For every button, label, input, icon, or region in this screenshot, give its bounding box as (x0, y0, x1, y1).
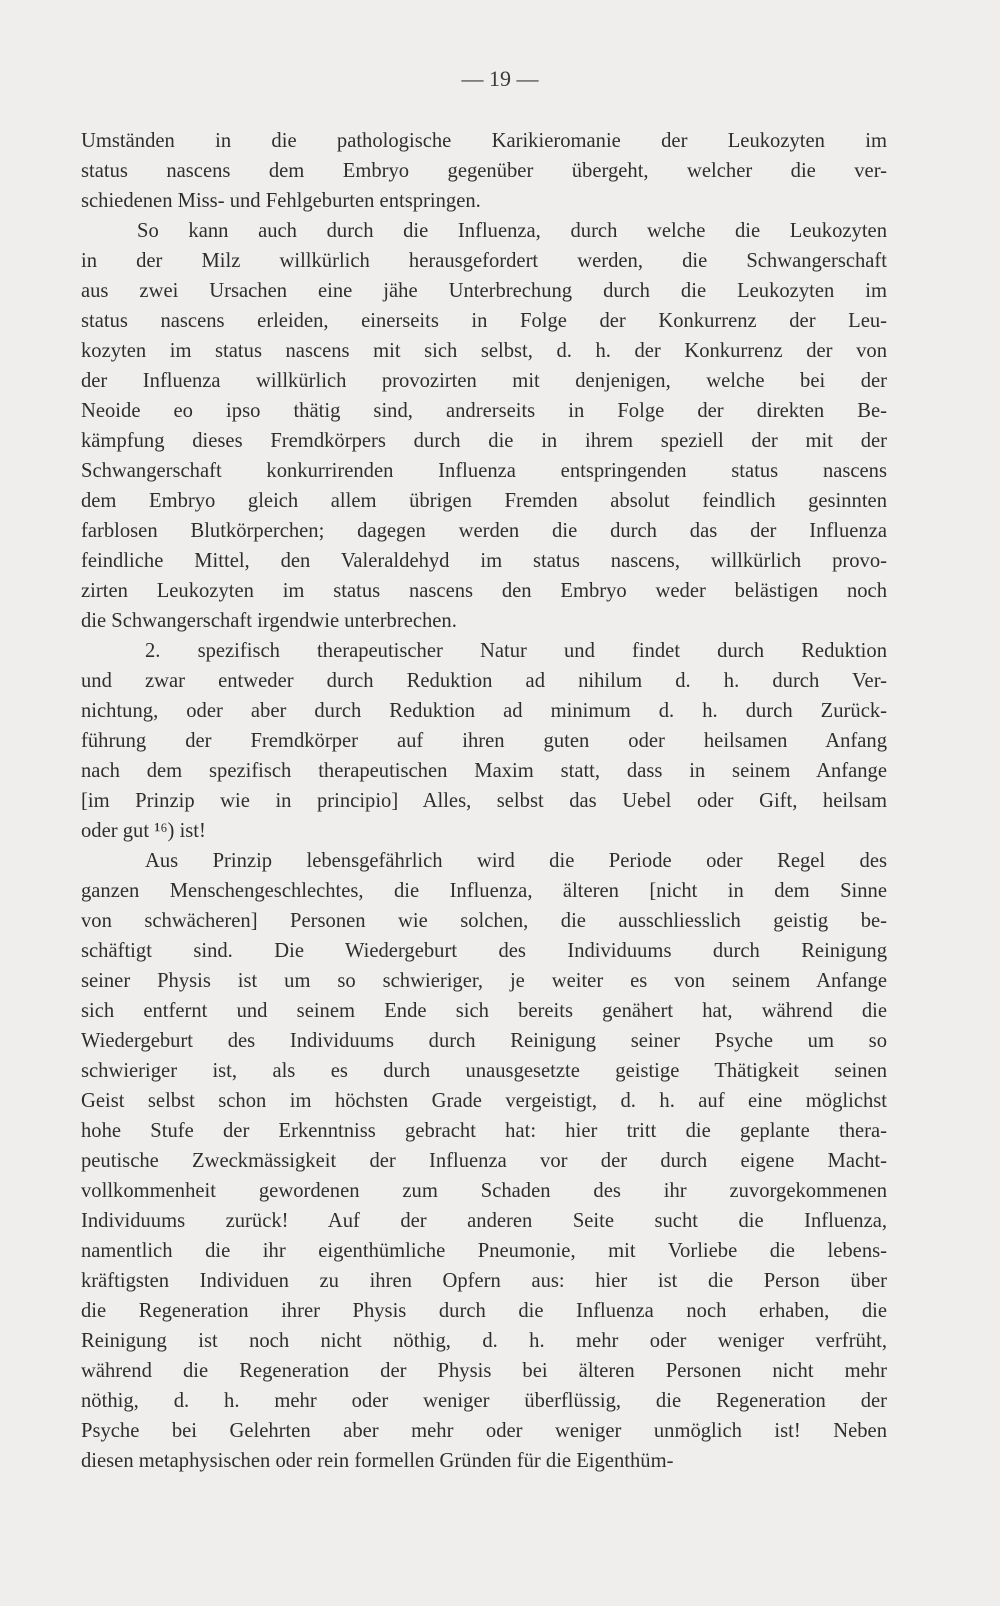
text-line: schäftigt sind. Die Wiedergeburt des Individuums durch Reinigung (81, 940, 887, 962)
text-line: die Regeneration ihrer Physis durch die Influenza noch erhaben, die (81, 1300, 887, 1322)
text-line: in der Milz willkürlich herausgefordert werden, die Schwangerschaft (81, 250, 887, 272)
body-text (81, 126, 887, 1476)
text-line: Psyche bei Gelehrten aber mehr oder weniger unmöglich ist! Neben (81, 1420, 887, 1442)
text-line: aus zwei Ursachen eine jähe Unterbrechung durch die Leukozyten im (81, 280, 887, 302)
text-line: Individuums zurück! Auf der anderen Seite sucht die Influenza, (81, 1210, 887, 1232)
text-line: zirten Leukozyten im status nascens den Embryo weder belästigen noch (81, 580, 887, 602)
text-line: seiner Physis ist um so schwieriger, je weiter es von seinem Anfange (81, 970, 887, 992)
text-line: Aus Prinzip lebensgefährlich wird die Periode oder Regel des (145, 850, 887, 872)
text-line: 2. spezifisch therapeutischer Natur und findet durch Reduktion (145, 640, 887, 662)
text-line: farblosen Blutkörperchen; dagegen werden die durch das der Influenza (81, 520, 887, 542)
text-line: vollkommenheit gewordenen zum Schaden des ihr zuvorgekommenen (81, 1180, 887, 1202)
text-line: während die Regeneration der Physis bei älteren Personen nicht mehr (81, 1360, 887, 1382)
page-number: — 19 — (461, 66, 539, 91)
text-line: Geist selbst schon im höchsten Grade vergeistigt, d. h. auf eine möglichst (81, 1090, 887, 1112)
text-line: nach dem spezifisch therapeutischen Maxim statt, dass in seinem Anfange (81, 760, 887, 782)
text-line: Schwangerschaft konkurrirenden Influenza entspringenden status nascens (81, 460, 887, 482)
text-line: Wiedergeburt des Individuums durch Reinigung seiner Psyche um so (81, 1030, 887, 1052)
text-line: die Schwangerschaft irgendwie unterbrechen. (81, 610, 457, 632)
text-line: peutische Zweckmässigkeit der Influenza vor der durch eigene Macht- (81, 1150, 887, 1172)
text-line: hohe Stufe der Erkenntniss gebracht hat: hier tritt die geplante thera- (81, 1120, 887, 1142)
text-line: nichtung, oder aber durch Reduktion ad minimum d. h. durch Zurück- (81, 700, 887, 722)
text-line: dem Embryo gleich allem übrigen Fremden absolut feindlich gesinnten (81, 490, 887, 512)
text-line: sich entfernt und seinem Ende sich bereits genähert hat, während die (81, 1000, 887, 1022)
text-line: schwieriger ist, als es durch unausgesetzte geistige Thätigkeit seinen (81, 1060, 887, 1082)
text-line: namentlich die ihr eigenthümliche Pneumonie, mit Vorliebe die lebens- (81, 1240, 887, 1262)
text-line: von schwächeren] Personen wie solchen, die ausschliesslich geistig be- (81, 910, 887, 932)
text-line: und zwar entweder durch Reduktion ad nihilum d. h. durch Ver- (81, 670, 887, 692)
text-line: der Influenza willkürlich provozirten mit denjenigen, welche bei der (81, 370, 887, 392)
text-line: führung der Fremdkörper auf ihren guten oder heilsamen Anfang (81, 730, 887, 752)
text-line: kämpfung dieses Fremdkörpers durch die in ihrem speziell der mit der (81, 430, 887, 452)
text-line: Neoide eo ipso thätig sind, andrerseits in Folge der direkten Be- (81, 400, 887, 422)
text-line: status nascens dem Embryo gegenüber übergeht, welcher die ver- (81, 160, 887, 182)
text-line: So kann auch durch die Influenza, durch welche die Leukozyten (137, 220, 887, 242)
text-line: diesen metaphysischen oder rein formellen Gründen für die Eigenthüm- (81, 1450, 674, 1472)
text-line: kozyten im status nascens mit sich selbst, d. h. der Konkurrenz der von (81, 340, 887, 362)
text-line: ganzen Menschengeschlechtes, die Influenza, älteren [nicht in dem Sinne (81, 880, 887, 902)
text-line: Reinigung ist noch nicht nöthig, d. h. mehr oder weniger verfrüht, (81, 1330, 887, 1352)
text-line: [im Prinzip wie in principio] Alles, selbst das Uebel oder Gift, heilsam (81, 790, 887, 812)
text-line: nöthig, d. h. mehr oder weniger überflüssig, die Regeneration der (81, 1390, 887, 1412)
text-line: feindliche Mittel, den Valeraldehyd im status nascens, willkürlich provo- (81, 550, 887, 572)
text-line: kräftigsten Individuen zu ihren Opfern aus: hier ist die Person über (81, 1270, 887, 1292)
text-line: schiedenen Miss- und Fehlgeburten entspringen. (81, 190, 481, 212)
text-line: Umständen in die pathologische Karikieromanie der Leukozyten im (81, 130, 887, 152)
text-line: oder gut ¹⁶) ist! (81, 820, 206, 842)
text-line: status nascens erleiden, einerseits in Folge der Konkurrenz der Leu- (81, 310, 887, 332)
